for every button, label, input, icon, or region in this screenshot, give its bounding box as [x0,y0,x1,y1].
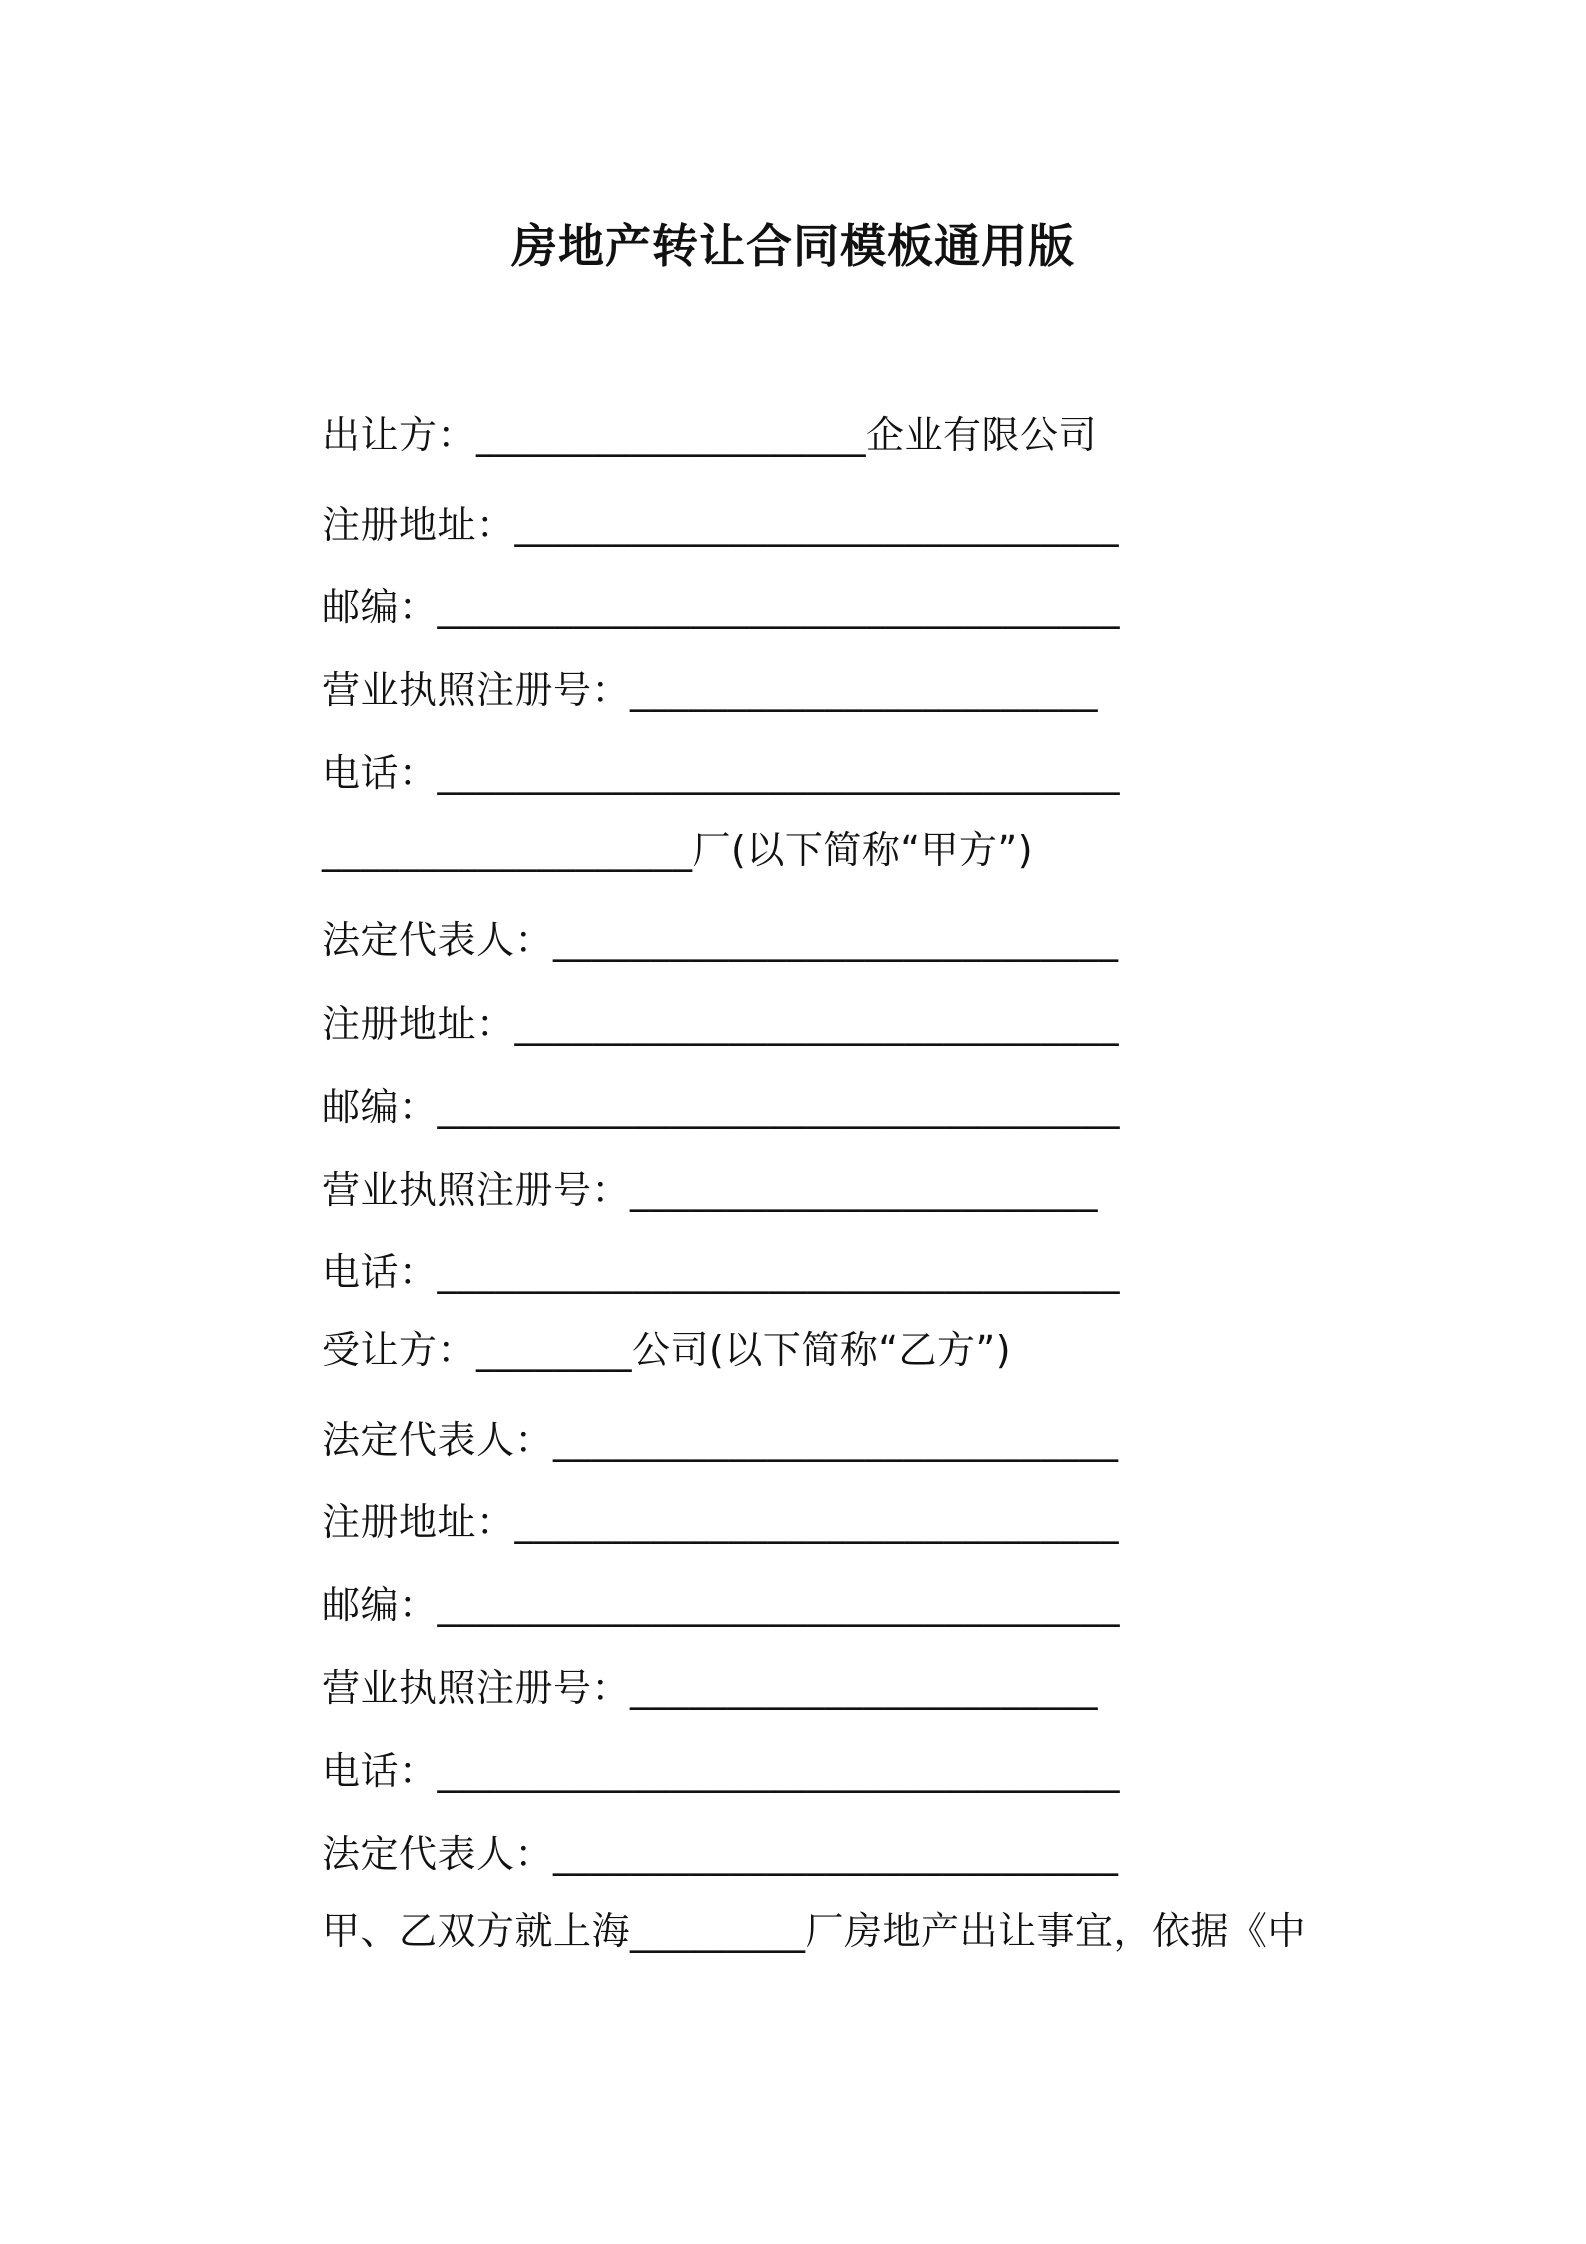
legal-representative-line: 法定代表人：_____________________________ [322,1832,1119,1876]
document-title: 房地产转让合同模板通用版 [511,219,1075,273]
party-a-line: ___________________厂(以下简称“甲方”) [322,828,1034,872]
registered-address-line: 注册地址：_______________________________ [322,1002,1120,1046]
registered-address-line: 注册地址：_______________________________ [322,503,1120,547]
phone-line: 电话：___________________________________ [322,751,1121,795]
postcode-line: 邮编：___________________________________ [322,585,1121,629]
registered-address-line: 注册地址：_______________________________ [322,1500,1120,1544]
body-paragraph-line: 甲、乙双方就上海_________厂房地产出让事宜，依据《中 [322,1909,1307,1953]
business-license-line: 营业执照注册号：________________________ [322,1168,1099,1212]
postcode-line: 邮编：___________________________________ [322,1085,1121,1129]
business-license-line: 营业执照注册号：________________________ [322,668,1099,712]
transferee-line: 受让方：________公司(以下简称“乙方”) [322,1328,1012,1372]
legal-representative-line: 法定代表人：_____________________________ [322,1418,1119,1462]
phone-line: 电话：___________________________________ [322,1250,1121,1294]
phone-line: 电话：___________________________________ [322,1749,1121,1793]
business-license-line: 营业执照注册号：________________________ [322,1666,1099,1710]
postcode-line: 邮编：___________________________________ [322,1583,1121,1627]
legal-representative-line: 法定代表人：_____________________________ [322,918,1119,962]
transferor-line: 出让方：____________________企业有限公司 [322,413,1098,457]
